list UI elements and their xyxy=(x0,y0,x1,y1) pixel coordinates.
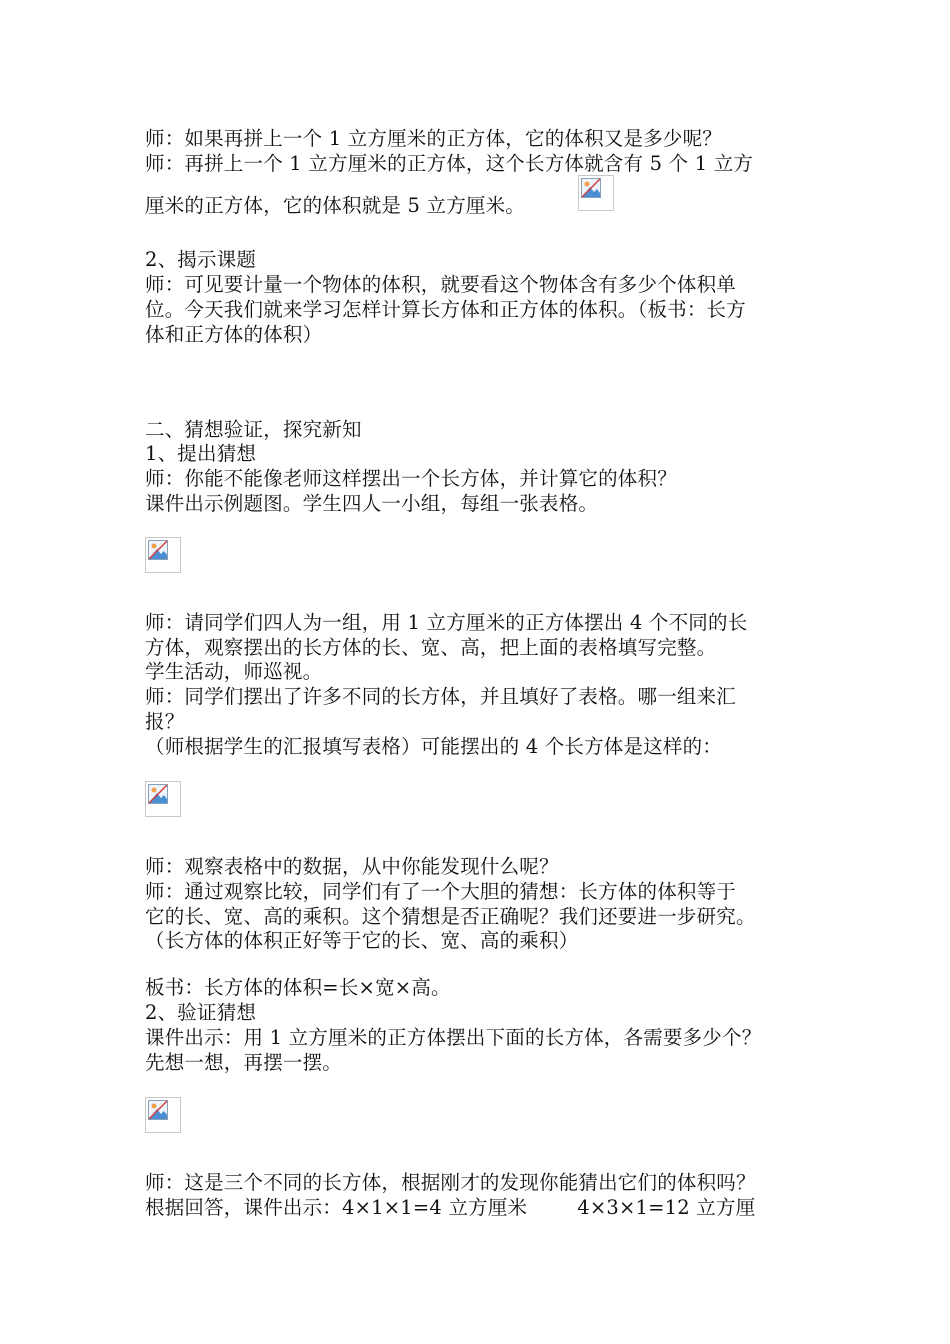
section-heading: 1、提出猜想 xyxy=(145,442,257,465)
formula-1: 根据回答，课件出示：4×1×1=4 立方厘米 xyxy=(145,1196,528,1219)
section-heading: 2、验证猜想 xyxy=(145,1001,257,1024)
text-line: 它的长、宽、高的乘积。这个猜想是否正确呢？我们还要进一步研究。 xyxy=(145,905,756,928)
text-line: 课件出示例题图。学生四人一小组，每组一张表格。 xyxy=(145,492,599,515)
broken-image-icon xyxy=(578,175,614,211)
text-line: 师：再拼上一个 1 立方厘米的正方体，这个长方体就含有 5 个 1 立方 xyxy=(145,152,754,175)
text-line: （师根据学生的汇报填写表格）可能摆出的 4 个长方体是这样的： xyxy=(145,735,723,758)
broken-image-icon xyxy=(145,537,181,573)
text-line: 师：这是三个不同的长方体，根据刚才的发现你能猜出它们的体积吗？ xyxy=(145,1171,756,1194)
text-line: 体和正方体的体积） xyxy=(145,323,323,346)
text-line: 厘米的正方体，它的体积就是 5 立方厘米。 xyxy=(145,194,526,217)
text-line: 板书：长方体的体积=长×宽×高。 xyxy=(145,976,451,999)
text-line: 师：如果再拼上一个 1 立方厘米的正方体，它的体积又是多少呢？ xyxy=(145,127,723,150)
text-line: 师：请同学们四人为一组，用 1 立方厘米的正方体摆出 4 个不同的长 xyxy=(145,611,748,634)
text-line: 课件出示：用 1 立方厘米的正方体摆出下面的长方体，各需要多少个？ xyxy=(145,1026,762,1049)
text-line: （长方体的体积正好等于它的长、宽、高的乘积） xyxy=(145,929,579,952)
section-heading: 2、揭示课题 xyxy=(145,248,257,271)
formula-2: 4×3×1=12 立方厘 xyxy=(577,1196,756,1219)
text-line: 师：通过观察比较，同学们有了一个大胆的猜想：长方体的体积等于 xyxy=(145,880,737,903)
text-line: 师：你能不能像老师这样摆出一个长方体，并计算它的体积？ xyxy=(145,467,677,490)
text-line: 报？ xyxy=(145,710,185,733)
broken-image-icon xyxy=(145,781,181,817)
section-heading: 二、猜想验证，探究新知 xyxy=(145,418,362,441)
broken-image-icon xyxy=(145,1097,181,1133)
text-line: 师：观察表格中的数据，从中你能发现什么呢？ xyxy=(145,855,559,878)
text-line: 位。今天我们就来学习怎样计算长方体和正方体的体积。（板书：长方 xyxy=(145,298,746,321)
text-line xyxy=(145,1196,755,1220)
text-line: 方体，观察摆出的长方体的长、宽、高，把上面的表格填写完整。 xyxy=(145,636,717,659)
text-line: 师：可见要计量一个物体的体积，就要看这个物体含有多少个体积单 xyxy=(145,273,737,296)
text-line: 师：同学们摆出了许多不同的长方体，并且填好了表格。哪一组来汇 xyxy=(145,685,737,708)
text-line: 先想一想，再摆一摆。 xyxy=(145,1051,343,1074)
text-line: 学生活动，师巡视。 xyxy=(145,660,323,683)
